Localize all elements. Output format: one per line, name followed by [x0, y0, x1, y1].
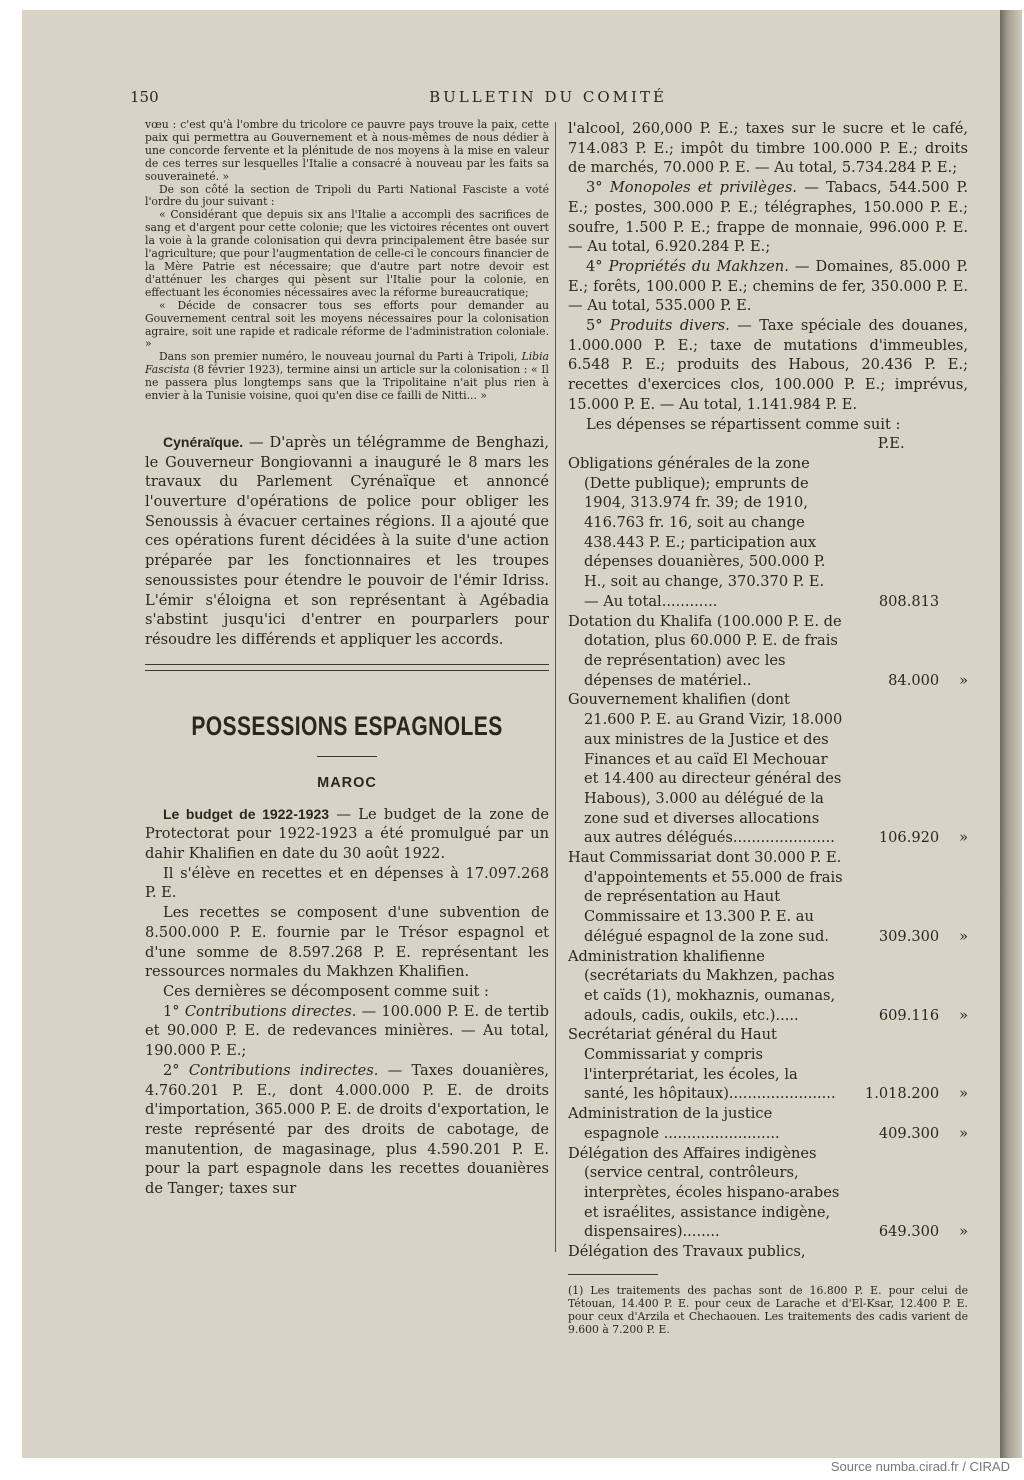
expense-ditto-mark: » — [959, 1006, 968, 1024]
expense-amount: 409.300 — [878, 1124, 940, 1142]
budget-paragraph: Le budget de 1922-1923 — Le budget de la zone de Protectorat pour 1922-1923 a été promulgué par un dahir Khalifien en date du 30 août 1922. — [145, 805, 550, 863]
expense-amount: 808.813 — [878, 592, 940, 610]
footnote-rule — [568, 1274, 658, 1275]
running-head: BULLETIN DU COMITÉ — [429, 88, 667, 106]
expense-ditto-mark: » — [959, 927, 968, 945]
expense-amount: 1.018.200 — [864, 1085, 940, 1103]
decides-paragraph: « Décide de consacrer tous ses efforts pour demander au Gouvernement central soit les moyens nécessaires pour la colonisation agraire, soit une rapide et radicale réforme de l'administration coloniale. » — [145, 298, 549, 351]
expense-unit-header: P.E. — [877, 435, 905, 453]
expense-label: Haut Commissariat dont 30.000 P. E. d'appointements et 55.000 de frais de représentation au Haut Commissaire et 13.300 P. E. au délégué espagnol de la zone sud. — [568, 849, 843, 945]
fasciste-paragraph: De son côté la section de Tripoli du Parti National Fasciste a voté l'ordre du jour suivant : — [145, 182, 549, 209]
page-number: 150 — [130, 88, 159, 106]
expenses-table — [568, 434, 968, 1262]
expense-label: Gouvernement khalifien (dont 21.600 P. E. au Grand Vizir, 18.000 aux ministres de la Justice et des Finances et au caïd El Mechouar et 14.400 au directeur général des Habous), 3.000 au délégué de la zone sud et diverses allocations aux autres délégués...................... — [568, 691, 843, 847]
quote-paragraph-1: vœu : c'est qu'à l'ombre du tricolore ce pauvre pays trouve la paix, cette paix qui permettra au Gouvernement et à nous-mêmes de nous dédier à une concorde fervente et la plénitude de nos moyens à la mise en valeur de ces terres sur lesquelles l'Italie a consacré à nouveau par les faits sa souveraineté. » — [145, 118, 549, 183]
total-paragraph: Il s'élève en recettes et en dépenses à 17.097.268 P. E. — [145, 864, 549, 902]
breakdown-intro: Ces dernières se décomposent comme suit : — [163, 983, 489, 1000]
expense-amount: 84.000 — [888, 671, 940, 689]
expense-row — [568, 1104, 968, 1143]
expense-label: Administration khalifienne (secrétariats du Makhzen, pachas et caïds (1), mokhaznis, oumanas, adouls, cadis, oukils, etc.)..... — [568, 947, 836, 1024]
expense-row — [568, 848, 968, 947]
expense-ditto-mark: » — [959, 671, 968, 689]
expense-amount: 609.116 — [878, 1006, 940, 1024]
expense-label: Secrétariat général du Haut Commissariat y compris l'interprétariat, les écoles, la santé, les hôpitaux)....................... — [568, 1026, 836, 1103]
source-credit: Source numba.cirad.fr / CIRAD — [830, 1459, 1010, 1474]
expense-label: Délégation des Travaux publics, — [568, 1243, 806, 1261]
expense-label: Administration de la justice espagnole ......................... — [568, 1105, 780, 1142]
expense-amount: 106.920 — [878, 829, 940, 847]
expense-ditto-mark: » — [959, 1124, 968, 1142]
expense-row — [568, 1144, 968, 1243]
expense-row — [568, 454, 968, 612]
monopoles-paragraph: 3° Monopoles et privilèges. — Tabacs, 544.500 P. E.; postes, 300.000 P. E.; télégraphes, 150.000 P. E.; soufre, 1.500 P. E.; frappe de monnaie, 996.000 P. E. — Au total, 6.920.284 P. E.; — [568, 179, 968, 256]
expense-row — [568, 612, 968, 691]
indirect-contributions: 2° Contributions indirectes. — Taxes douanières, 4.760.201 P. E., dont 4.000.000 P. E. de droits d'importation, 365.000 P. E. de droits d'exportation, le reste représenté par des droits de cabotage, de manutention, de magasinage, plus 4.590.201 P. E. pour la part espagnole dans les recettes douanières de Tanger; taxes sur — [145, 1061, 550, 1198]
expense-label: Obligations générales de la zone (Dette publique); emprunts de 1904, 313.974 fr. 39; de 1910, 416.763 fr. 16, soit au change 438.443 P. E.; participation aux dépenses douanières, 500.000 P. H., soit au change, 370.370 P. E. — Au total............ — [568, 454, 826, 610]
expense-label: Délégation des Affaires indigènes (service central, contrôleurs, interprètes, écoles hispano-arabes et israélites, assistance indigène, dispensaires)........ — [568, 1144, 840, 1241]
section-double-rule — [145, 664, 549, 671]
footnote: (1) Les traitements des pachas sont de 16.800 P. E. pour celui de Tétouan, 14.400 P. E. pour ceux de Larache et d'El-Ksar, 12.400 P. E. pour ceux d'Arzila et Chechaouen. Les traitements des cadis varient de 9.600 à 7.200 P. E. — [568, 1283, 968, 1336]
journal-paragraph: Dans son premier numéro, le nouveau journal du Parti à Tripoli, Libia Fascista (8 février 1923), termine ainsi un article sur la colonisation : « Il ne passera plus longtemps sans que la Tripolitaine n'ait plus rien à envier à la Tunisie voisine, quoi qu'en dise ce failli de Nitti... » — [145, 350, 549, 403]
page-header — [130, 88, 966, 110]
column-divider — [555, 122, 556, 1252]
expense-row — [568, 690, 968, 848]
cyrenaique-paragraph: Cynéraïque. — D'après un télégramme de Benghazi, le Gouverneur Bongiovanni a inauguré le 8 mars les travaux du Parlement Cyrénaïque et annoncé l'ouverture d'opérations de police pour obliger les Senoussis à évacuer certaines régions. Il a ajouté que ces opérations furent décidées à la suite d'une action préparée par les fonctionnaires et les troupes senoussistes pour étendre le pouvoir de l'émir Idriss. L'émir s'éloigna et son représentant à Agébadia s'abstint jusqu'ici d'entrer en pourparlers pour résoudre les différends et appliquer les accords. — [145, 433, 549, 648]
expense-ditto-mark: » — [959, 1223, 968, 1241]
page-edge — [1000, 10, 1022, 1458]
expense-row — [568, 1025, 968, 1104]
subsection-title: MAROC — [317, 774, 377, 791]
produits-paragraph: 5° Produits divers. — Taxe spéciale des douanes, 1.000.000 P. E.; taxe de mutations d'immeubles, 6.548 P. E.; produits des Habous, 20.436 P. E.; recettes d'exercices clos, 100.000 P. E.; imprévus, 15.000 P. E. — Au total, 1.141.984 P. E. — [568, 317, 968, 413]
expenses-intro: Les dépenses se répartissent comme suit : — [586, 415, 901, 433]
indirect-continued: l'alcool, 260,000 P. E.; taxes sur le sucre et le café, 714.083 P. E.; impôt du timbre 100.000 P. E.; droits de marchés, 70.000 P. E. — Au total, 5.734.284 P. E.; — [568, 120, 968, 177]
journal-title: Libia Fascista — [145, 350, 549, 377]
expense-ditto-mark: » — [959, 1085, 968, 1103]
budget-heading: Le budget de 1922-1923 — [163, 805, 330, 822]
expense-amount: 309.300 — [878, 927, 940, 945]
expense-row — [568, 1242, 968, 1262]
considering-paragraph: « Considérant que depuis six ans l'Italie a accompli des sacrifices de sang et d'argent pour cette colonie; que les victoires récentes ont ouvert la voie à la grande colonisation qui devra principalement être basée sur l'agriculture; que pour l'augmentation de celle-ci le concours financier de la Mère Patrie est nécessaire; que d'autre part notre devoir est d'atténuer les charges qui pèsent sur l'Italie pour la colonie, en effectuant les économies nécessaires avec la réforme bureaucratique; — [145, 208, 549, 299]
expense-ditto-mark: » — [959, 829, 968, 847]
proprietes-paragraph: 4° Propriétés du Makhzen. — Domaines, 85.000 P. E.; forêts, 100.000 P. E.; chemins de fer, 350.000 P. E. — Au total, 535.000 P. E. — [568, 257, 968, 315]
receipts-paragraph: Les recettes se composent d'une subvention de 8.500.000 P. E. fournie par le Trésor espagnol et d'une somme de 8.597.268 P. E. représentant les ressources normales du Makhzen Khalifien. — [145, 904, 549, 981]
title-short-rule — [317, 756, 377, 757]
left-column — [145, 119, 549, 1199]
expense-amount: 649.300 — [878, 1223, 940, 1241]
cyrenaique-heading: Cynéraïque. — [163, 433, 244, 450]
right-column — [568, 119, 968, 1336]
expense-row — [568, 947, 968, 1026]
direct-contributions: 1° Contributions directes. — 100.000 P. E. de tertib et 90.000 P. E. de redevances minières. — Au total, 190.000 P. E.; — [145, 1002, 549, 1060]
section-title: POSSESSIONS ESPAGNOLES — [191, 710, 503, 741]
expense-label: Dotation du Khalifa (100.000 P. E. de dotation, plus 60.000 P. E. de frais de représentation) avec les dépenses de matériel.. — [568, 612, 842, 689]
